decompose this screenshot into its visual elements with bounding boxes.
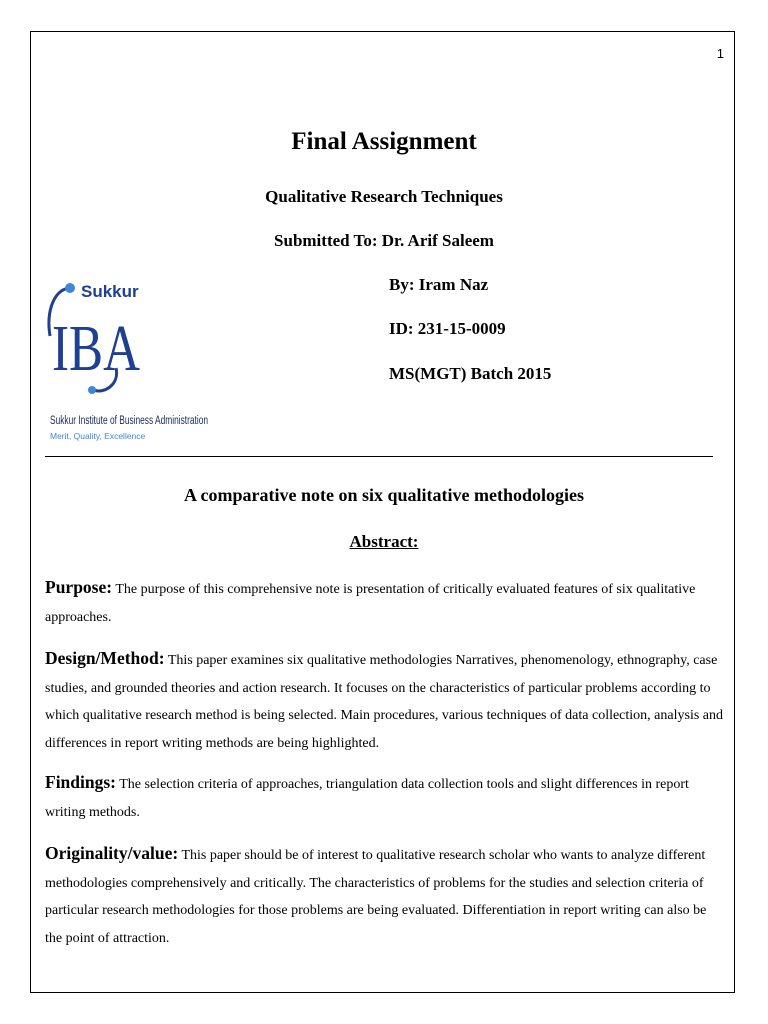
logo-motto: Merit, Quality, Excellence <box>50 431 146 441</box>
purpose-heading: Purpose: <box>45 577 113 597</box>
design-method-text: This paper examines six qualitative methodologies Narratives, phenomenology, ethnography, case studies, and grounded theories and action research. It focuses on the characteristics of particular problems according to which qualitative research method is being selected. Main procedures, various techniques of data collection, analysis and differences in report writing methods are being highlighted. <box>45 653 723 751</box>
submitted-to: Submitted To: Dr. Arif Saleem <box>274 231 494 250</box>
logo-tail-dot-icon <box>88 386 96 394</box>
originality-paragraph <box>45 840 725 952</box>
findings-text: The selection criteria of approaches, triangulation data collection tools and slight differences in report writing methods. <box>45 777 689 820</box>
divider-line <box>45 456 713 457</box>
logo-mark-text: IBA <box>52 312 141 385</box>
author-name: By: Iram Naz <box>389 275 489 294</box>
findings-heading: Findings: <box>45 772 116 792</box>
originality-heading: Originality/value: <box>45 843 179 863</box>
page-number: 1 <box>716 46 724 61</box>
note-title: A comparative note on six qualitative methodologies <box>184 485 584 505</box>
page-title: Final Assignment <box>291 128 477 155</box>
logo-dot-icon <box>65 283 75 293</box>
design-method-paragraph <box>45 645 725 757</box>
logo-top-text: Sukkur <box>81 282 139 301</box>
program-batch: MS(MGT) Batch 2015 <box>389 364 552 383</box>
course-name: Qualitative Research Techniques <box>265 187 503 206</box>
logo-institute-name: Sukkur Institute of Business Administration <box>50 415 208 427</box>
sukkur-iba-logo <box>44 276 214 448</box>
purpose-text: The purpose of this comprehensive note is presentation of critically evaluated features of six qualitative approaches. <box>45 582 696 625</box>
design-method-heading: Design/Method: <box>45 648 165 668</box>
purpose-paragraph <box>45 574 725 631</box>
abstract-heading: Abstract: <box>349 532 419 551</box>
originality-text: This paper should be of interest to qualitative research scholar who wants to analyze different methodologies comprehensively and critically. The characteristics of problems for the studies and selection criteria of particular research methodologies for those problems are being evaluated. Differentiation in report writing can also be the point of attraction. <box>45 848 707 946</box>
abstract-heading-wrap <box>0 532 768 552</box>
student-id: ID: 231-15-0009 <box>389 319 506 338</box>
findings-paragraph <box>45 769 725 826</box>
